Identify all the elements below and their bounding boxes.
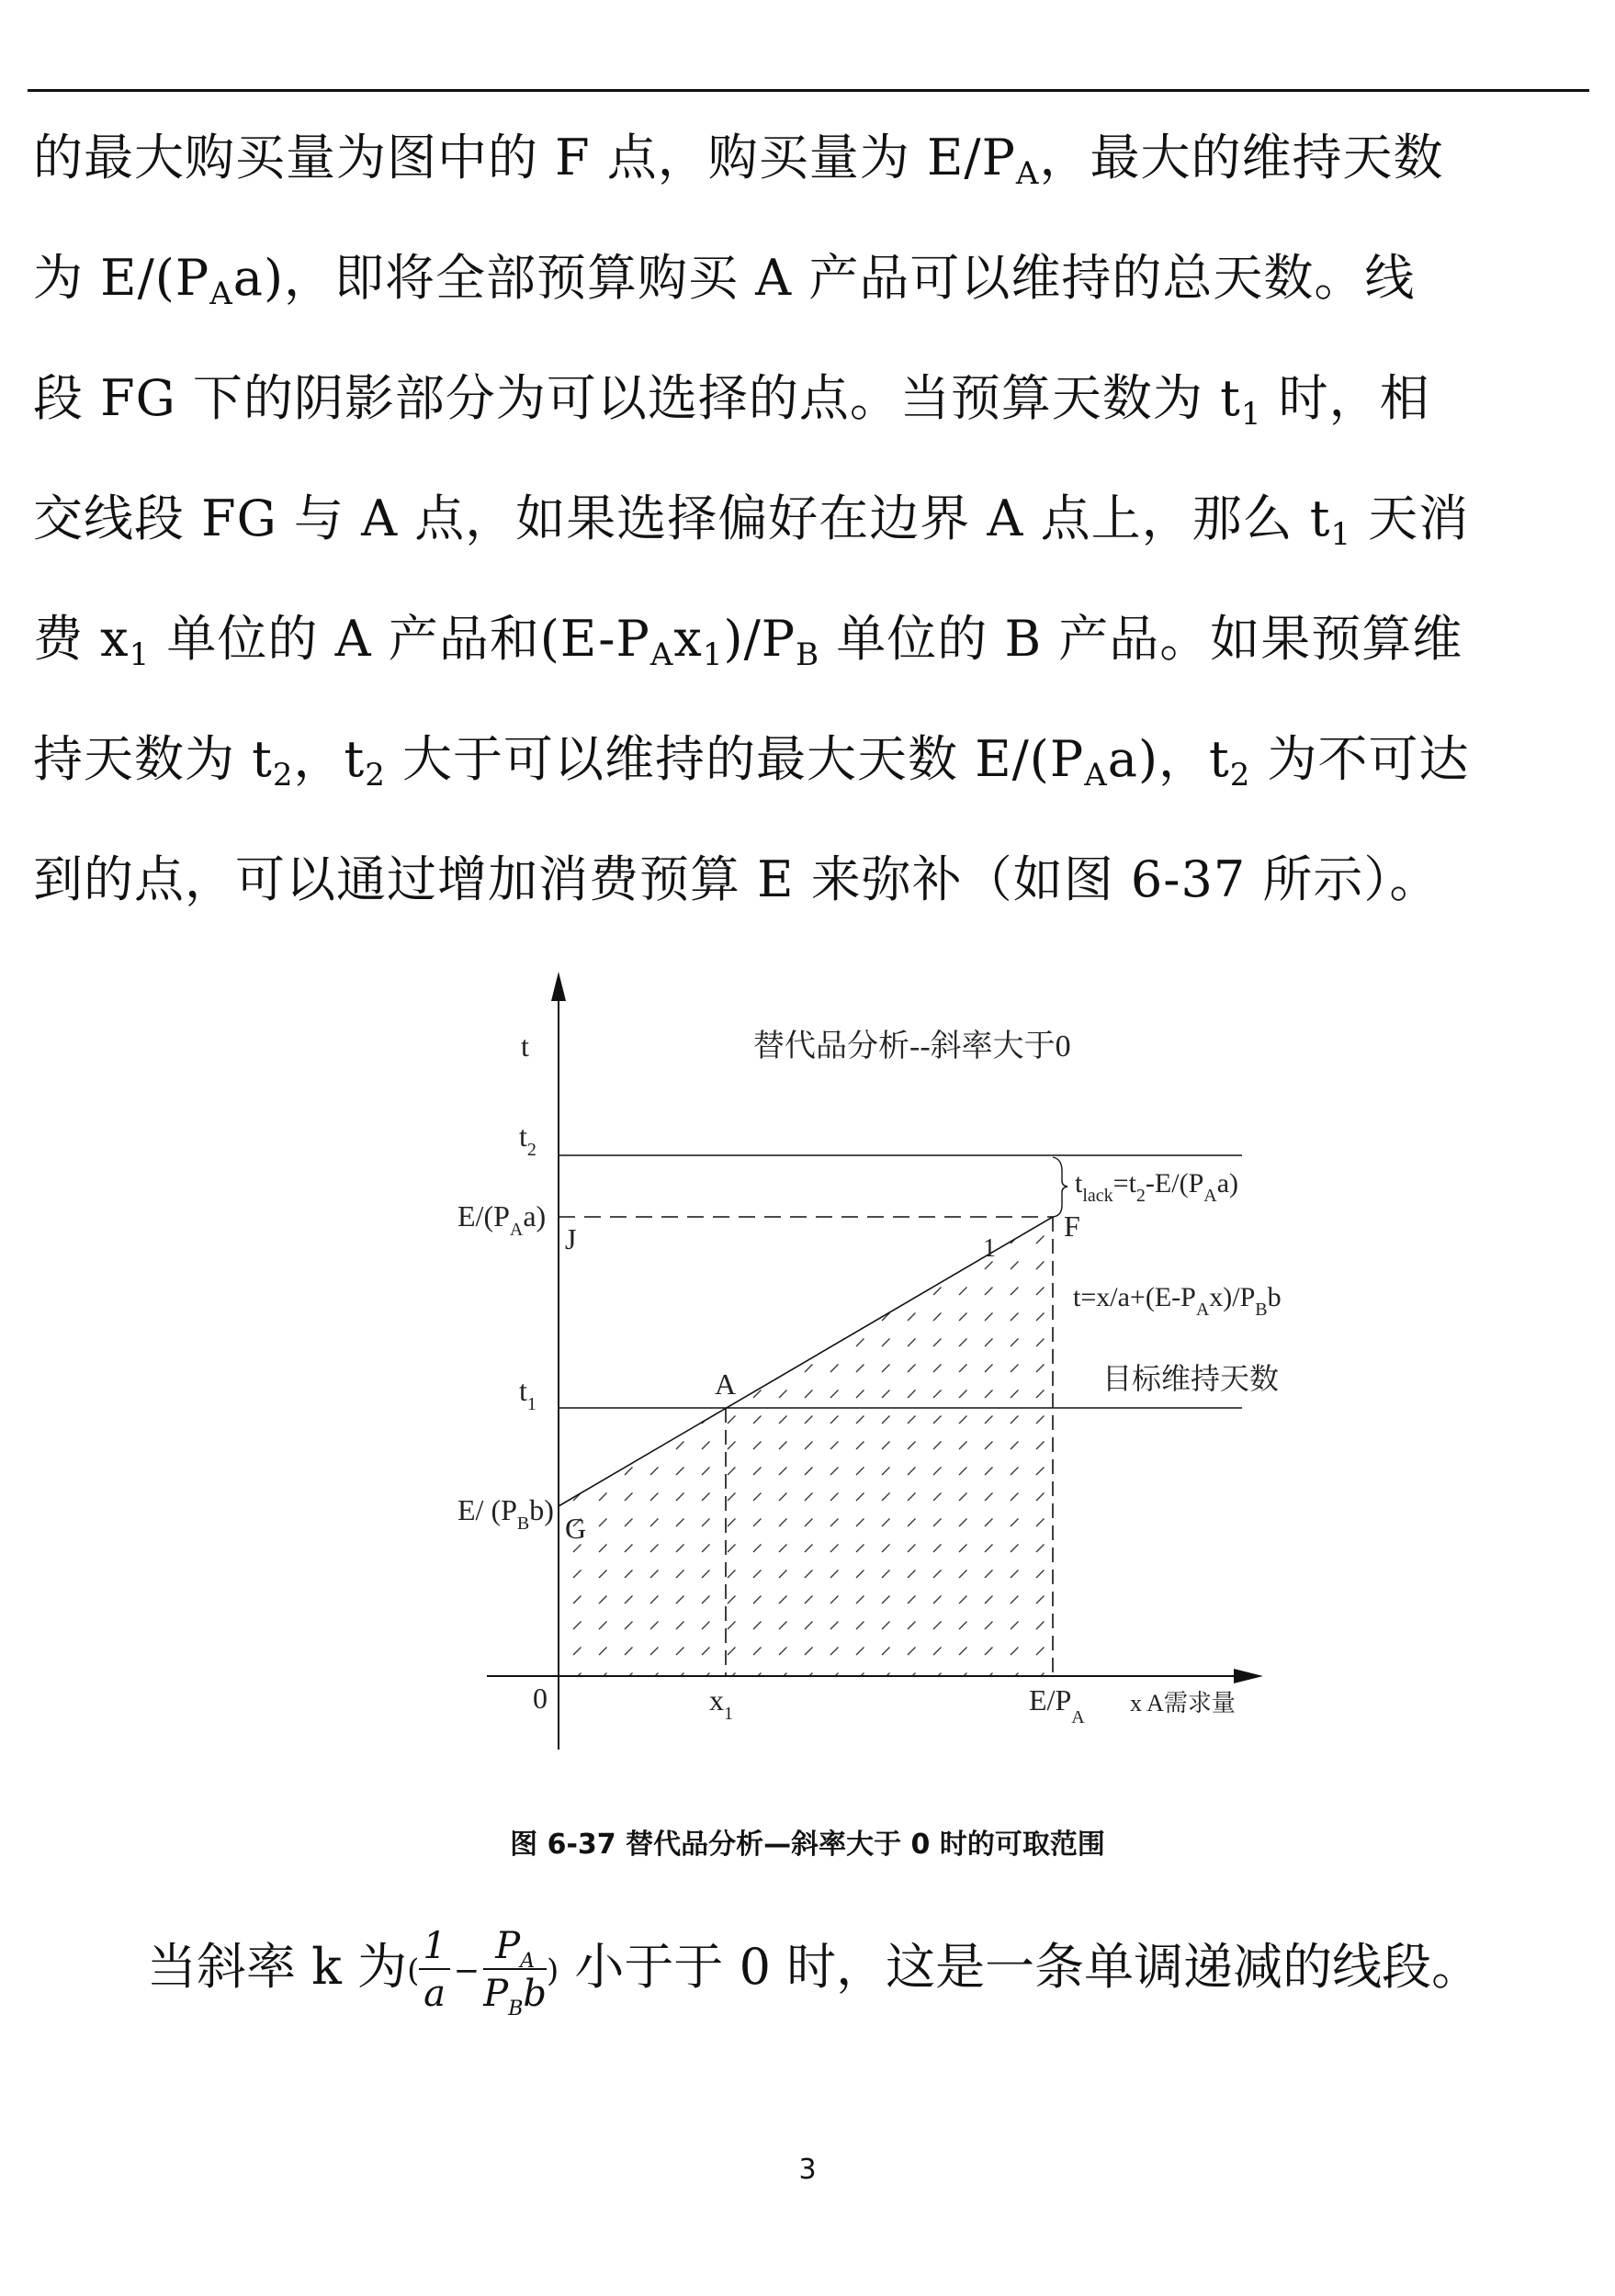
text-line-2: 为 $E/(P_Aa)$，即将全部预算购买 A 产品可以维持的总天数。线 (33, 249, 1416, 312)
x-axis-arrow (1234, 1669, 1263, 1683)
point-j: J (565, 1222, 577, 1255)
target-days-label: 目标维持天数 (1102, 1362, 1280, 1395)
tick-xpa: $E/P_A$ (1029, 1683, 1085, 1728)
header-rule (28, 89, 1589, 92)
point-a: A (715, 1367, 737, 1401)
tick-t1: $t_1$ (519, 1374, 536, 1414)
body-paragraph (33, 103, 1595, 945)
text-line-1: 的最大购买量为图中的 F 点，购买量为 $E/P_A$，最大的维持天数 (33, 129, 1444, 192)
point-g: G (565, 1512, 587, 1545)
diagram-svg (441, 964, 1286, 1754)
tick-epa: $E/(P_Aa)$ (457, 1199, 547, 1240)
text-line-4: 交线段 FG 与 A 点，如果选择偏好在边界 A 点上，那么 $t_1$ 天消 (33, 490, 1470, 553)
budget-equation: $t=x/a+(E-P_Ax)/P_Bb$ (1073, 1282, 1282, 1320)
diagram-title: 替代品分析--斜率大于0 (753, 1030, 1071, 1064)
point-f: F (1064, 1210, 1080, 1243)
text-line-5: 费 $x_1$ 单位的 A 产品和$(E-P_Ax_1)/P_B$ 单位的 B 产品。如果预算维 (33, 610, 1463, 673)
tick-origin: 0 (533, 1682, 548, 1715)
page-number: 3 (798, 2154, 817, 2186)
closing-sentence: 当斜率 k 为( $\frac{1}{a}$ − $\frac{P_A}{P_Bb}$ ) 小于于 0 时，这是一条单调递减的线段。 (147, 1925, 1482, 2020)
text-line-3: 段 FG 下的阴影部分为可以选择的点。当预算天数为 $t_1$ 时，相 (33, 369, 1430, 433)
text-line-6: 持天数为 $t_2$，$t_2$ 大于可以维持的最大天数 $E/(P_Aa)$，$t_2$ 为不可达 (33, 730, 1470, 793)
tlack-label: $t_{lack}=t_2-E/(P_Aa)$ (1075, 1168, 1239, 1206)
x-axis-label: x A需求量 (1130, 1690, 1236, 1716)
tick-epb: E/ $(P_Bb)$ (457, 1493, 554, 1534)
tlack-brace (1053, 1157, 1067, 1217)
feasible-region (559, 1217, 1053, 1676)
tick-t2: $t_2$ (519, 1120, 536, 1160)
y-axis-label: t (521, 1030, 529, 1063)
figure-6-37 (441, 964, 1286, 1754)
figure-caption: 图 6-37 替代品分析—斜率大于 0 时的可取范围 (510, 1829, 1105, 1861)
slope-mark: 1 (983, 1234, 996, 1263)
text-line-7: 到的点，可以通过增加消费预算 E 来弥补（如图 6-37 所示）。 (33, 850, 1440, 908)
y-axis-arrow (551, 972, 566, 1001)
fraction-pa-over-pbb: $\frac{P_A}{P_Bb}$ (483, 1925, 547, 2020)
fraction-one-over-a: $\frac{1}{a}$ (419, 1924, 449, 2018)
tick-x1: $x_1$ (709, 1683, 733, 1724)
